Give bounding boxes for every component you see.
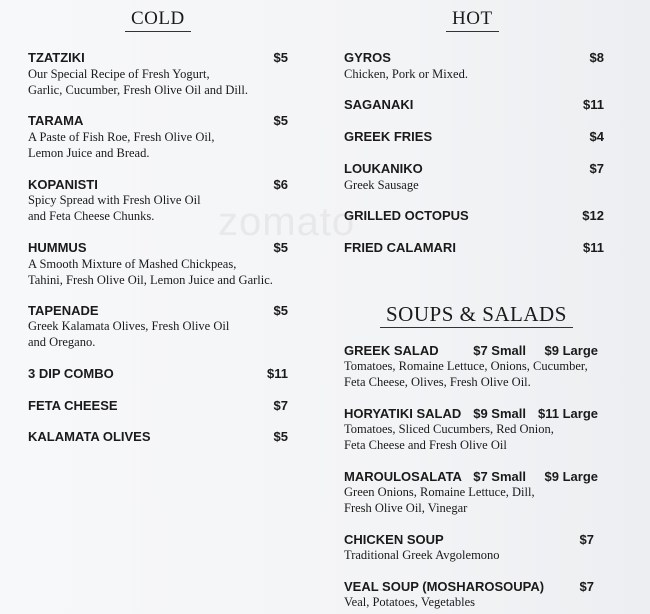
item-price: $8 bbox=[589, 50, 604, 65]
item-name: GYROS bbox=[344, 50, 391, 65]
item-price: $5 bbox=[273, 50, 288, 65]
item-price: $5 bbox=[273, 429, 288, 444]
item-description: Veal, Potatoes, Vegetables bbox=[344, 595, 475, 609]
item-name: GRILLED OCTOPUS bbox=[344, 208, 469, 223]
item-price: $7 bbox=[579, 579, 594, 594]
cold-heading: COLD bbox=[125, 8, 191, 32]
item-name: GREEK FRIES bbox=[344, 129, 433, 144]
item-name: SAGANAKI bbox=[344, 97, 414, 112]
large-price: $11 Large bbox=[538, 406, 598, 421]
item-price: $5 bbox=[273, 113, 288, 128]
large-price: $9 Large bbox=[544, 469, 598, 484]
item-description: Our Special Recipe of Fresh Yogurt, Garlic, Cucumber, Fresh Olive Oil and Dill. bbox=[28, 67, 248, 97]
item-price: $11 bbox=[583, 240, 604, 255]
item-price: $4 bbox=[589, 129, 604, 144]
item-name: TARAMA bbox=[28, 113, 84, 128]
item-description: Greek Sausage bbox=[344, 178, 419, 192]
small-price: $7 Small bbox=[473, 343, 526, 358]
item-price: $7 bbox=[589, 161, 604, 176]
item-name: GREEK SALAD bbox=[344, 343, 439, 358]
hot-heading: HOT bbox=[446, 8, 499, 32]
soups-salads-heading: SOUPS & SALADS bbox=[380, 302, 573, 328]
item-name: LOUKANIKO bbox=[344, 161, 423, 176]
item-description: Chicken, Pork or Mixed. bbox=[344, 67, 468, 81]
item-name: MAROULOSALATA bbox=[344, 469, 462, 484]
item-price: $7 bbox=[579, 532, 594, 547]
item-description: A Paste of Fish Roe, Fresh Olive Oil, Lemon Juice and Bread. bbox=[28, 130, 215, 160]
item-name: HORYATIKI SALAD bbox=[344, 406, 462, 421]
item-name: KOPANISTI bbox=[28, 177, 98, 192]
item-price: $5 bbox=[273, 303, 288, 318]
small-price: $7 Small bbox=[473, 469, 526, 484]
item-description: Tomatoes, Sliced Cucumbers, Red Onion, Feta Cheese and Fresh Olive Oil bbox=[344, 422, 554, 452]
item-name: VEAL SOUP (MOSHAROSOUPA) bbox=[344, 579, 545, 594]
item-price: $11 bbox=[583, 97, 604, 112]
large-price: $9 Large bbox=[544, 343, 598, 358]
item-description: Traditional Greek Avgolemono bbox=[344, 548, 500, 562]
item-name: CHICKEN SOUP bbox=[344, 532, 444, 547]
item-description: Green Onions, Romaine Lettuce, Dill, Fresh Olive Oil, Vinegar bbox=[344, 485, 535, 515]
item-name: TAPENADE bbox=[28, 303, 99, 318]
item-name: KALAMATA OLIVES bbox=[28, 429, 151, 444]
item-name: TZATZIKI bbox=[28, 50, 85, 65]
item-name: 3 DIP COMBO bbox=[28, 366, 114, 381]
item-description: A Smooth Mixture of Mashed Chickpeas, Tahini, Fresh Olive Oil, Lemon Juice and Garlic. bbox=[28, 257, 273, 287]
item-name: HUMMUS bbox=[28, 240, 87, 255]
item-name: FETA CHEESE bbox=[28, 398, 118, 413]
item-price: $11 bbox=[267, 366, 288, 381]
item-price: $6 bbox=[273, 177, 288, 192]
item-description: Spicy Spread with Fresh Olive Oil and Feta Cheese Chunks. bbox=[28, 193, 201, 223]
watermark: zomato bbox=[218, 200, 356, 244]
item-price: $12 bbox=[582, 208, 604, 223]
small-price: $9 Small bbox=[473, 406, 526, 421]
item-description: Tomatoes, Romaine Lettuce, Onions, Cucumber, Feta Cheese, Olives, Fresh Olive Oil. bbox=[344, 359, 588, 389]
item-name: FRIED CALAMARI bbox=[344, 240, 456, 255]
item-price: $7 bbox=[273, 398, 288, 413]
item-price: $5 bbox=[273, 240, 288, 255]
item-description: Greek Kalamata Olives, Fresh Olive Oil and Oregano. bbox=[28, 319, 230, 349]
